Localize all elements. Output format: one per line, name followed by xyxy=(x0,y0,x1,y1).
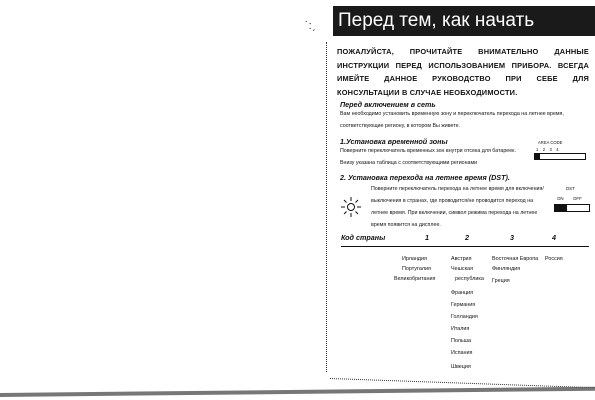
area-code-slider-track xyxy=(534,153,586,160)
area-code-label: AREA CODE xyxy=(538,140,563,145)
section2-line: Поверните переключатель перехода на летнее время для включения/ xyxy=(371,186,544,192)
section-before-line2: соответствующие региону, в котором Вы живете. xyxy=(340,123,461,129)
area-code-number: 3 xyxy=(549,147,557,152)
table-cell: Швеция xyxy=(451,364,471,370)
section2-heading: 2. Установка перехода на летнее время (DST). xyxy=(340,173,510,182)
table-cell: Чешская xyxy=(451,266,474,272)
area-code-number: 2 xyxy=(542,147,550,152)
table-cell: Испания xyxy=(451,350,473,356)
table-header-4: 4 xyxy=(552,233,556,242)
table-header-1: 1 xyxy=(425,233,429,242)
table-cell: Великобритания xyxy=(394,276,436,282)
intro-warning: ПОЖАЛУЙСТА, ПРОЧИТАЙТЕ ВНИМАТЕЛЬНО ДАННЫЕ ИНСТРУКЦИИ ПЕРЕД ИСПОЛЬЗОВАНИЕМ ПРИБОРА. ВСЕГДА ИМЕЙТЕ ДАННОЕ РУКОВОДСТВО ПРИ СЕБЕ ДЛЯ КОНСУЛЬТАЦИИ В СЛУЧАЕ НЕОБХОДИМОСТИ. xyxy=(337,47,589,97)
sun-icon xyxy=(340,196,362,218)
table-cell: Италия xyxy=(451,326,470,332)
table-cell: Финляндия xyxy=(492,266,521,272)
table-cell: Австрия xyxy=(451,256,472,262)
area-code-number: 4 xyxy=(556,147,563,152)
dst-switch xyxy=(554,186,594,216)
table-cell: Германия xyxy=(451,302,476,308)
section2-line: летнее время. При включении, символ режима перехода на летнее xyxy=(371,210,538,216)
area-code-numbers xyxy=(536,147,563,152)
dst-off-label: OFF xyxy=(573,196,582,201)
section1-line2: Внизу указана таблица с соответствующими регионами xyxy=(340,160,478,166)
table-cell: Греция xyxy=(492,278,510,284)
area-code-number: 1 xyxy=(536,147,543,152)
table-cell: Ирландия xyxy=(402,256,427,262)
page-bottom-edge xyxy=(0,387,595,397)
dst-on-label: ON xyxy=(557,196,564,201)
section2-line: выключения в странах, где проводится/не проводится переход на xyxy=(371,198,534,204)
corner-sparkle-icon: ˙:ˏ xyxy=(305,20,316,32)
section2-line: время появится на дисплее. xyxy=(371,222,441,228)
section1-heading: 1.Установка временной зоны xyxy=(340,137,448,146)
area-code-slider-knob xyxy=(534,153,540,160)
table-cell: Польша xyxy=(451,338,472,344)
page-title: Перед тем, как начать xyxy=(338,10,535,31)
table-header-rule xyxy=(341,246,589,247)
table-cell: Франция xyxy=(451,290,474,296)
dst-label: DST xyxy=(566,186,575,191)
table-header-country-code: Код страны xyxy=(341,233,386,242)
table-cell: Восточная Европа xyxy=(492,256,539,262)
table-cell: Португалия xyxy=(402,266,431,272)
section-before-line1: Вам необходимо установить временную зону и переключатель перехода на летнее время, xyxy=(340,111,564,117)
table-header-2: 2 xyxy=(465,233,469,242)
section1-line1: Поверните переключатель временных зон внутри отсека для батареек. xyxy=(340,148,516,154)
table-header-3: 3 xyxy=(510,233,514,242)
dst-slider-knob xyxy=(555,205,567,211)
dotted-border-left xyxy=(326,42,327,372)
area-code-switch xyxy=(534,140,588,170)
table-cell: Россия xyxy=(545,256,563,262)
section-before-heading: Перед включением в сеть xyxy=(340,100,436,109)
table-cell: Голландия xyxy=(451,314,478,320)
table-cell: республика xyxy=(455,276,484,282)
